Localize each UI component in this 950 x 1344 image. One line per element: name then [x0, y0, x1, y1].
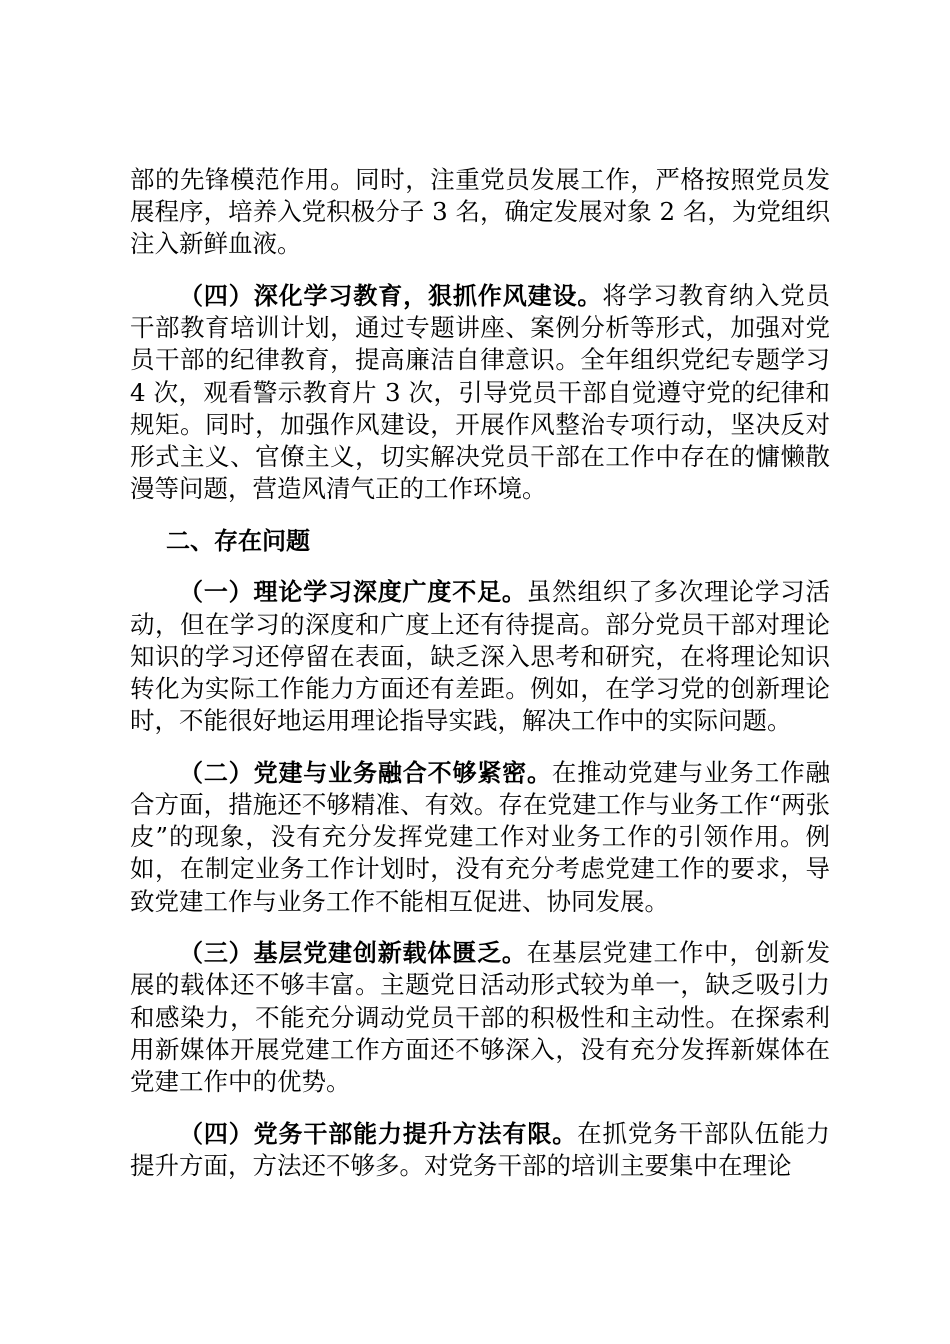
paragraph-problem-4	[130, 1118, 830, 1182]
paragraph-problem-3	[130, 937, 830, 1098]
paragraph-problem-1	[130, 576, 830, 737]
paragraph-problem-2	[130, 757, 830, 918]
paragraph-problem-1-body: 虽然组织了多次理论学习活动，但在学习的深度和广度上还有待提高。部分党员干部对理论知识的学习还停留在表面，缺乏深入思考和研究，在将理论知识转化为实际工作能力方面还有差距。例如，在学习党的创新理论时，不能很好地运用理论指导实践，解决工作中的实际问题。	[130, 577, 831, 736]
paragraph-problem-1-lead: （一）理论学习深度广度不足。	[179, 578, 527, 607]
paragraph-continued	[130, 164, 830, 261]
paragraph-measure-4-body: 将学习教育纳入党员干部教育培训计划，通过专题讲座、案例分析等形式，加强对党员干部的纪律教育，提高廉洁自律意识。全年组织党纪专题学习 4 次，观看警示教育片 3 次，引导党员干部自觉遵守党的纪律和规矩。同时，加强作风建设，开展作风整治专项行动，坚决反对形式主义、官僚主义，切实解决党员干部在工作中存在的慵懒散漫等问题，营造风清气正的工作环境。	[130, 281, 831, 504]
document-page	[130, 164, 830, 1201]
paragraph-measure-4-lead: （四）深化学习教育，狠抓作风建设。	[179, 282, 603, 310]
paragraph-problem-3-body: 在基层党建工作中，创新发展的载体还不够丰富。主题党日活动形式较为单一，缺乏吸引力和感染力，不能充分调动党员干部的积极性和主动性。在探索利用新媒体开展党建工作方面还不够深入，没有充分发挥新媒体在党建工作中的优势。	[130, 938, 831, 1097]
paragraph-continued-text: 部的先锋模范作用。同时，注重党员发展工作，严格按照党员发展程序，培养入党积极分子 3 名，确定发展对象 2 名，为党组织注入新鲜血液。	[130, 165, 830, 259]
paragraph-problem-4-body: 在抓党务干部队伍能力提升方面，方法还不够多。对党务干部的培训主要集中在理论	[130, 1118, 831, 1180]
paragraph-problem-3-lead: （三）基层党建创新载体匮乏。	[179, 939, 527, 968]
paragraph-measure-4	[130, 280, 830, 505]
paragraph-problem-2-lead: （二）党建与业务融合不够紧密。	[179, 758, 552, 787]
paragraph-problem-2-body: 在推动党建与业务工作融合方面，措施还不够精准、有效。存在党建工作与业务工作“两张皮”的现象，没有充分发挥党建工作对业务工作的引领作用。例如，在制定业务工作计划时，没有充分考虑党建工作的要求，导致党建工作与业务工作不能相互促进、协同发展。	[130, 757, 831, 916]
paragraph-problem-4-lead: （四）党务干部能力提升方法有限。	[179, 1119, 578, 1148]
section-heading-problems: 二、存在问题	[166, 526, 310, 555]
